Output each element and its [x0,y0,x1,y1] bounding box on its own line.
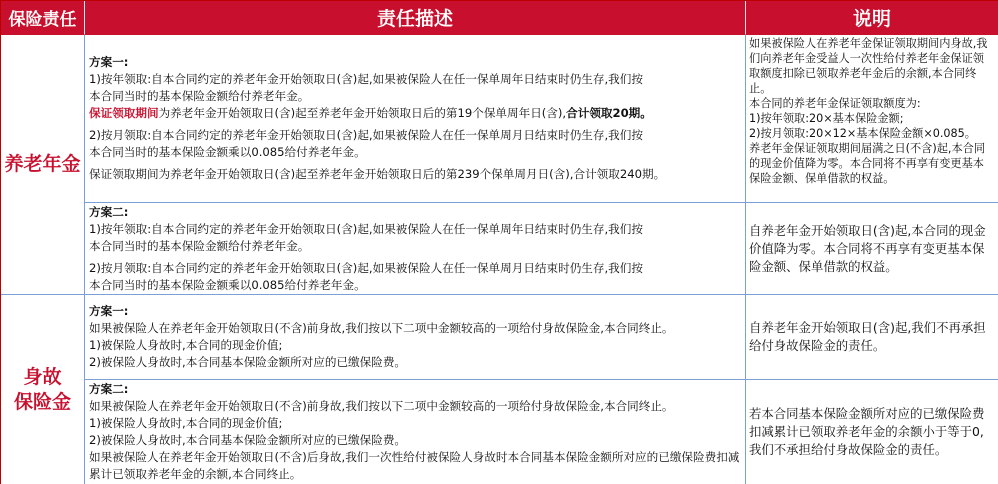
annuity-plan1-note [746,35,998,203]
header-liability: 保险责任 [1,1,85,35]
plan-title: 方案二: [89,204,129,219]
note-paragraph: 自养老年金开始领取日(含)起,本合同的现金价值降为零。本合同将不再享有变更基本保险金额、保单借款的权益。 [749,222,986,274]
guarantee-period-line [89,105,741,122]
note-paragraph: 如果被保险人在养老年金保证领取期间内身故,我们向养老年金受益人一次性给付养老年金保证领取额度扣除已领取养老年金后的余额,本合同终止。 [749,37,988,95]
desc-line: 如果被保险人在养老年金开始领取日(不含)前身故,我们按以下二项中金额较高的一项给付身故保险金,本合同终止。 [89,399,674,413]
plan-title: 方案一: [89,304,129,318]
desc-line: 2)被保险人身故时,本合同基本保险金额所对应的已缴保险费。 [89,433,407,447]
desc-line: 1)被保险人身故时,本合同的现金价值; [89,338,283,352]
guarantee-period-text: 为养老年金开始领取日(含)起至养老年金开始领取日后的第19个保单周年日(含), [158,106,567,120]
desc-line: 本合同当时的基本保险金额乘以0.085给付养老年金。 [89,277,366,292]
desc-line: 本合同当时的基本保险金额乘以0.085给付养老年金。 [89,145,366,159]
death-plan1-note [746,295,998,380]
death-plan2-note [746,380,998,484]
note-paragraph: 自养老年金开始领取日(含)起,我们不再承担给付身故保险金的责任。 [749,320,986,353]
category-death-label-line2: 保险金 [13,390,71,413]
category-death-label-line1: 身故 [23,365,62,388]
note-paragraph: 养老年金保证领取期间届满之日(不含)起,本合同的现金价值降为零。本合同将不再享有变更基本保险金额、保单借款的权益。 [749,142,986,185]
guarantee-period-total: 合计领取20期。 [566,106,652,120]
plan-title: 方案一: [89,55,129,69]
desc-line: 保证领取期间为养老年金开始领取日(含)起至养老年金开始领取日后的第239个保单周月日(含),合计领取240期。 [89,167,666,181]
note-paragraph: 若本合同基本保险金额所对应的已缴保险费扣减累计已领取养老年金的余额小于等于0,我们不承担给付身故保险金的责任。 [749,406,985,457]
guarantee-period-label: 保证领取期间 [89,106,159,120]
category-annuity-label: 养老年金 [4,153,81,175]
desc-line: 本合同当时的基本保险金额给付养老年金。 [89,89,310,103]
desc-line: 如果被保险人在养老年金开始领取日(不含)前身故,我们按以下二项中金额较高的一项给付身故保险金,本合同终止。 [89,321,674,335]
death-plan1-description [85,295,746,380]
desc-line: 2)被保险人身故时,本合同基本保险金额所对应的已缴保险费。 [89,355,407,369]
death-plan2-description [85,380,746,484]
note-paragraph: 1)按年领取:20×基本保险金额; [749,112,904,125]
desc-line: 2)按月领取:自本合同约定的养老年金开始领取日(含)起,如果被保险人在任一保单周月日结束时仍生存,我们按 [89,260,643,275]
annuity-plan2-note [746,203,998,295]
desc-line: 本合同当时的基本保险金额给付养老年金。 [89,238,310,253]
category-annuity [1,35,85,295]
header-notes: 说明 [746,1,998,35]
desc-line: 2)按月领取:自本合同约定的养老年金开始领取日(含)起,如果被保险人在任一保单周月日结束时仍生存,我们按 [89,128,643,142]
category-death-benefit [1,295,85,484]
plan-title: 方案二: [89,382,129,396]
note-paragraph: 2)按月领取:20×12×基本保险金额×0.085。 [749,127,976,140]
desc-line: 如果被保险人在养老年金开始领取日(不含)后身故,我们一次性给付被保险人身故时本合同基本保险金额所对应的已缴保险费扣减累计已领取养老年金的余额,本合同终止。 [89,450,740,481]
desc-line: 1)被保险人身故时,本合同的现金价值; [89,416,283,430]
annuity-plan1-description [85,35,746,203]
note-paragraph: 本合同的养老年金保证领取额度为: [749,97,921,110]
header-description: 责任描述 [85,1,746,35]
desc-line: 1)按年领取:自本合同约定的养老年金开始领取日(含)起,如果被保险人在任一保单周年日结束时仍生存,我们按 [89,72,643,86]
desc-line: 1)按年领取:自本合同约定的养老年金开始领取日(含)起,如果被保险人在任一保单周年日结束时仍生存,我们按 [89,221,643,236]
annuity-plan2-description [85,203,746,295]
